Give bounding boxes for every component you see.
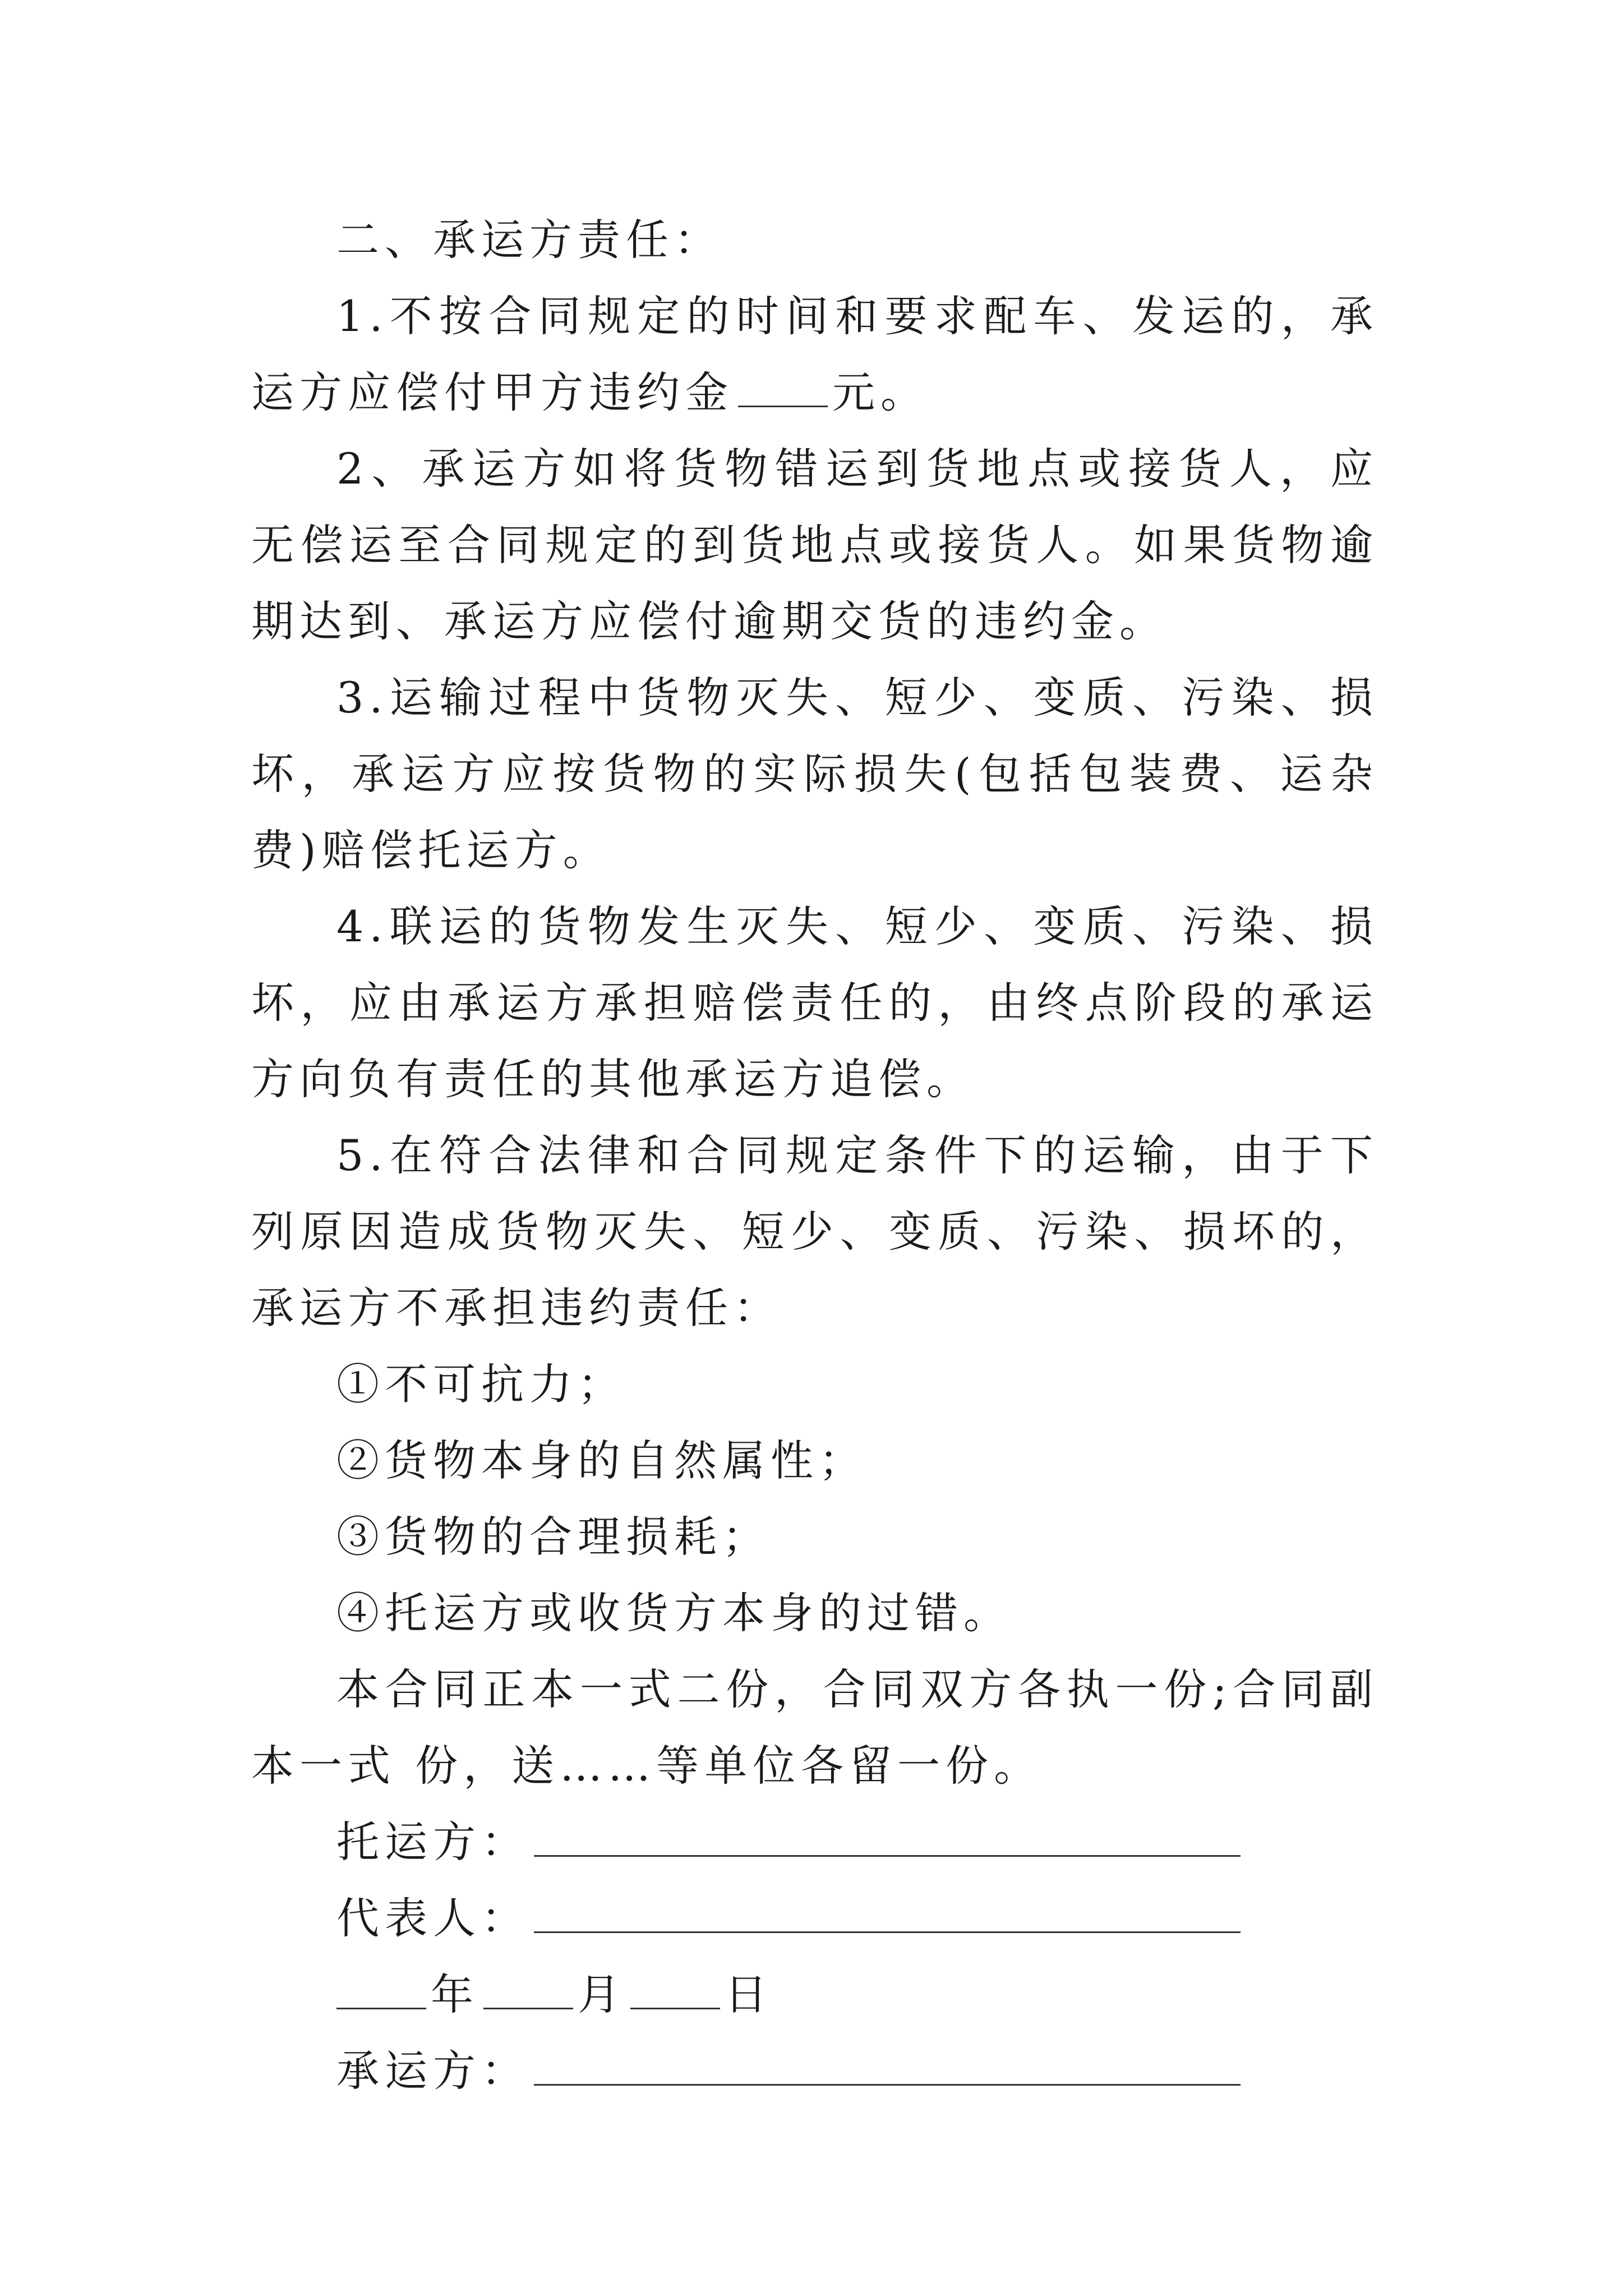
representative-label: 代表人： — [336, 1893, 529, 1943]
year-label: 年 — [431, 1970, 479, 2019]
exemption-1: ①不可抗力； — [336, 1359, 626, 1409]
exemption-3: ③货物的合理损耗； — [336, 1512, 771, 1562]
shipper-blank — [534, 1819, 1241, 1857]
penalty-amount-blank — [738, 370, 828, 407]
clause-1-text: 1.不按合同规定的时间和要求配车、发运的，承运方应偿付甲方违约金 — [251, 291, 1378, 417]
clause-3: 3.运输过程中货物灭失、短少、变质、污染、损坏，承运方应按货物的实际损失(包括包装费、运杂费)赔偿托运方。 — [251, 673, 1378, 875]
carrier-blank — [534, 2048, 1241, 2086]
shipper-signature-line — [251, 1804, 1378, 1880]
exemption-4: ④托运方或收货方本身的过错。 — [336, 1588, 1012, 1638]
clause-1-unit: 元。 — [832, 367, 929, 417]
exemption-2: ②货物本身的自然属性； — [336, 1435, 867, 1485]
clause-1 — [251, 278, 1378, 431]
clause-4: 4.联运的货物发生灭失、短少、变质、污染、损坏，应由承运方承担赔偿责任的，由终点阶段的承运方向负有责任的其他承运方追偿。 — [251, 901, 1378, 1104]
date-line — [251, 1957, 1378, 2033]
copies-clause: 本合同正本一式二份，合同双方各执一份;合同副本一式 份，送……等单位各留一份。 — [251, 1664, 1378, 1791]
clause-5: 5.在符合法律和合同规定条件下的运输，由于下列原因造成货物灭失、短少、变质、污染、损坏的，承运方不承担违约责任： — [251, 1130, 1378, 1333]
document-body — [251, 202, 1378, 2109]
representative-blank — [534, 1895, 1241, 1933]
year-blank — [336, 1972, 426, 2009]
month-label: 月 — [578, 1970, 626, 2019]
carrier-signature-line — [251, 2033, 1378, 2109]
shipper-label: 托运方： — [336, 1817, 529, 1867]
day-label: 日 — [725, 1970, 773, 2019]
representative-signature-line — [251, 1880, 1378, 1957]
clause-2: 2、承运方如将货物错运到货地点或接货人，应无偿运至合同规定的到货地点或接货人。如果货物逾期达到、承运方应偿付逾期交货的违约金。 — [251, 444, 1378, 646]
day-blank — [630, 1972, 720, 2009]
carrier-label: 承运方： — [336, 2046, 529, 2096]
month-blank — [483, 1972, 573, 2009]
section-heading: 二、承运方责任： — [336, 215, 722, 265]
